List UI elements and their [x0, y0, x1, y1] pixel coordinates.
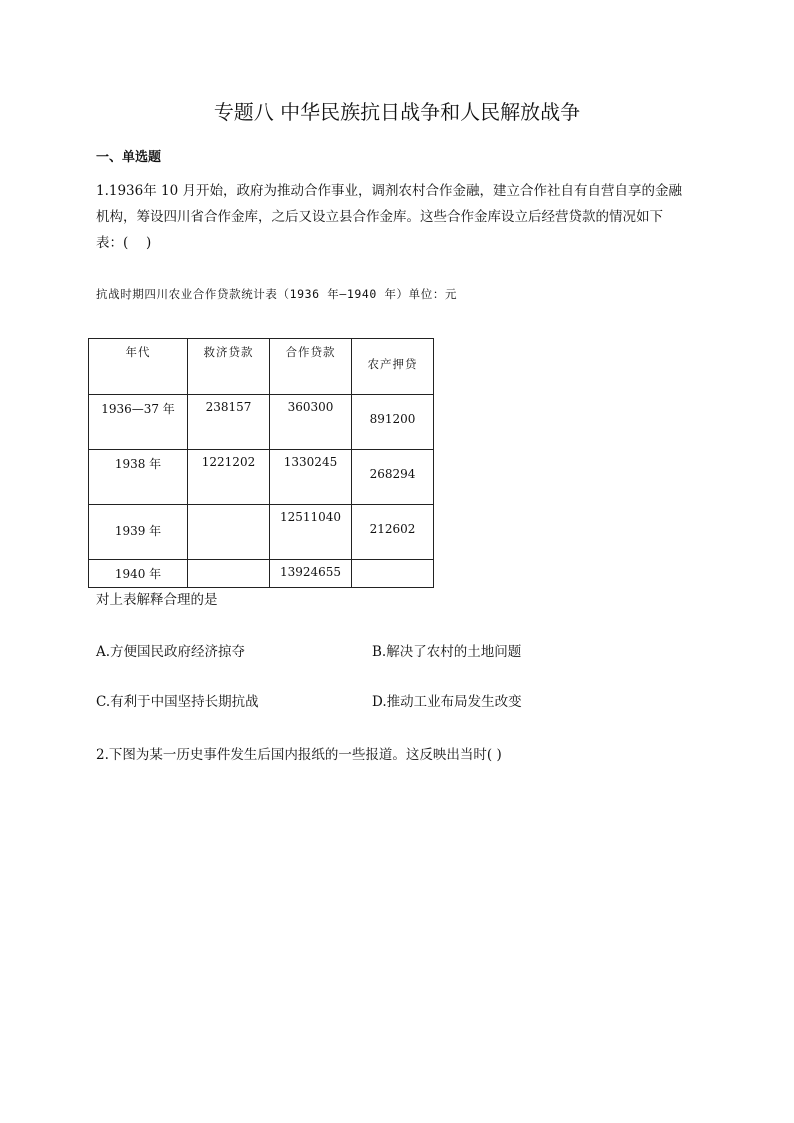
header-cell: 合作贷款 [270, 339, 352, 395]
table-row [89, 450, 434, 505]
table-cell: 238157 [188, 395, 270, 450]
section-heading: 一、单选题 [96, 150, 162, 165]
question-1-line-2: 机构，筹设四川省合作金库，之后又设立县合作金库。这些合作金库设立后经营贷款的情况如下 [96, 209, 663, 225]
table-cell [188, 505, 270, 560]
table-cell: 1940 年 [89, 560, 188, 588]
table-cell: 891200 [352, 395, 434, 450]
question-1-line-3: 表：( ) [96, 235, 152, 251]
header-cell: 救济贷款 [188, 339, 270, 395]
table-cell: 1938 年 [89, 450, 188, 505]
option-b[interactable]: B.解决了农村的土地问题 [372, 644, 522, 660]
option-c[interactable]: C.有利于中国坚持长期抗战 [96, 694, 259, 710]
table-cell: 1936—37 年 [89, 395, 188, 450]
table-caption: 抗战时期四川农业合作贷款统计表（1936 年—1940 年）单位：元 [96, 287, 458, 301]
table-cell [188, 560, 270, 588]
table-cell: 1939 年 [89, 505, 188, 560]
table-cell: 1330245 [270, 450, 352, 505]
table-row [89, 560, 434, 588]
question-2-text: 2.下图为某一历史事件发生后国内报纸的一些报道。这反映出当时( ) [96, 747, 502, 763]
header-cell: 农产押贷 [352, 339, 434, 395]
table-cell: 12511040 [270, 505, 352, 560]
table-cell: 360300 [270, 395, 352, 450]
question-1-line-1: 1.1936年 10 月开始，政府为推动合作事业，调剂农村合作金融，建立合作社自有自营自享的金融 [96, 183, 682, 199]
page-title: 专题八 中华民族抗日战争和人民解放战争 [213, 100, 581, 124]
question-1-prompt: 对上表解释合理的是 [96, 592, 218, 608]
table-row [89, 505, 434, 560]
table-cell [352, 560, 434, 588]
table-cell: 212602 [352, 505, 434, 560]
table-cell: 1221202 [188, 450, 270, 505]
table-header-row [89, 339, 434, 395]
header-cell: 年代 [89, 339, 188, 395]
table-row [89, 395, 434, 450]
loan-table [88, 338, 434, 588]
table-cell: 268294 [352, 450, 434, 505]
option-a[interactable]: A.方便国民政府经济掠夺 [96, 644, 246, 660]
table-cell: 13924655 [270, 560, 352, 588]
option-d[interactable]: D.推动工业布局发生改变 [372, 694, 522, 710]
